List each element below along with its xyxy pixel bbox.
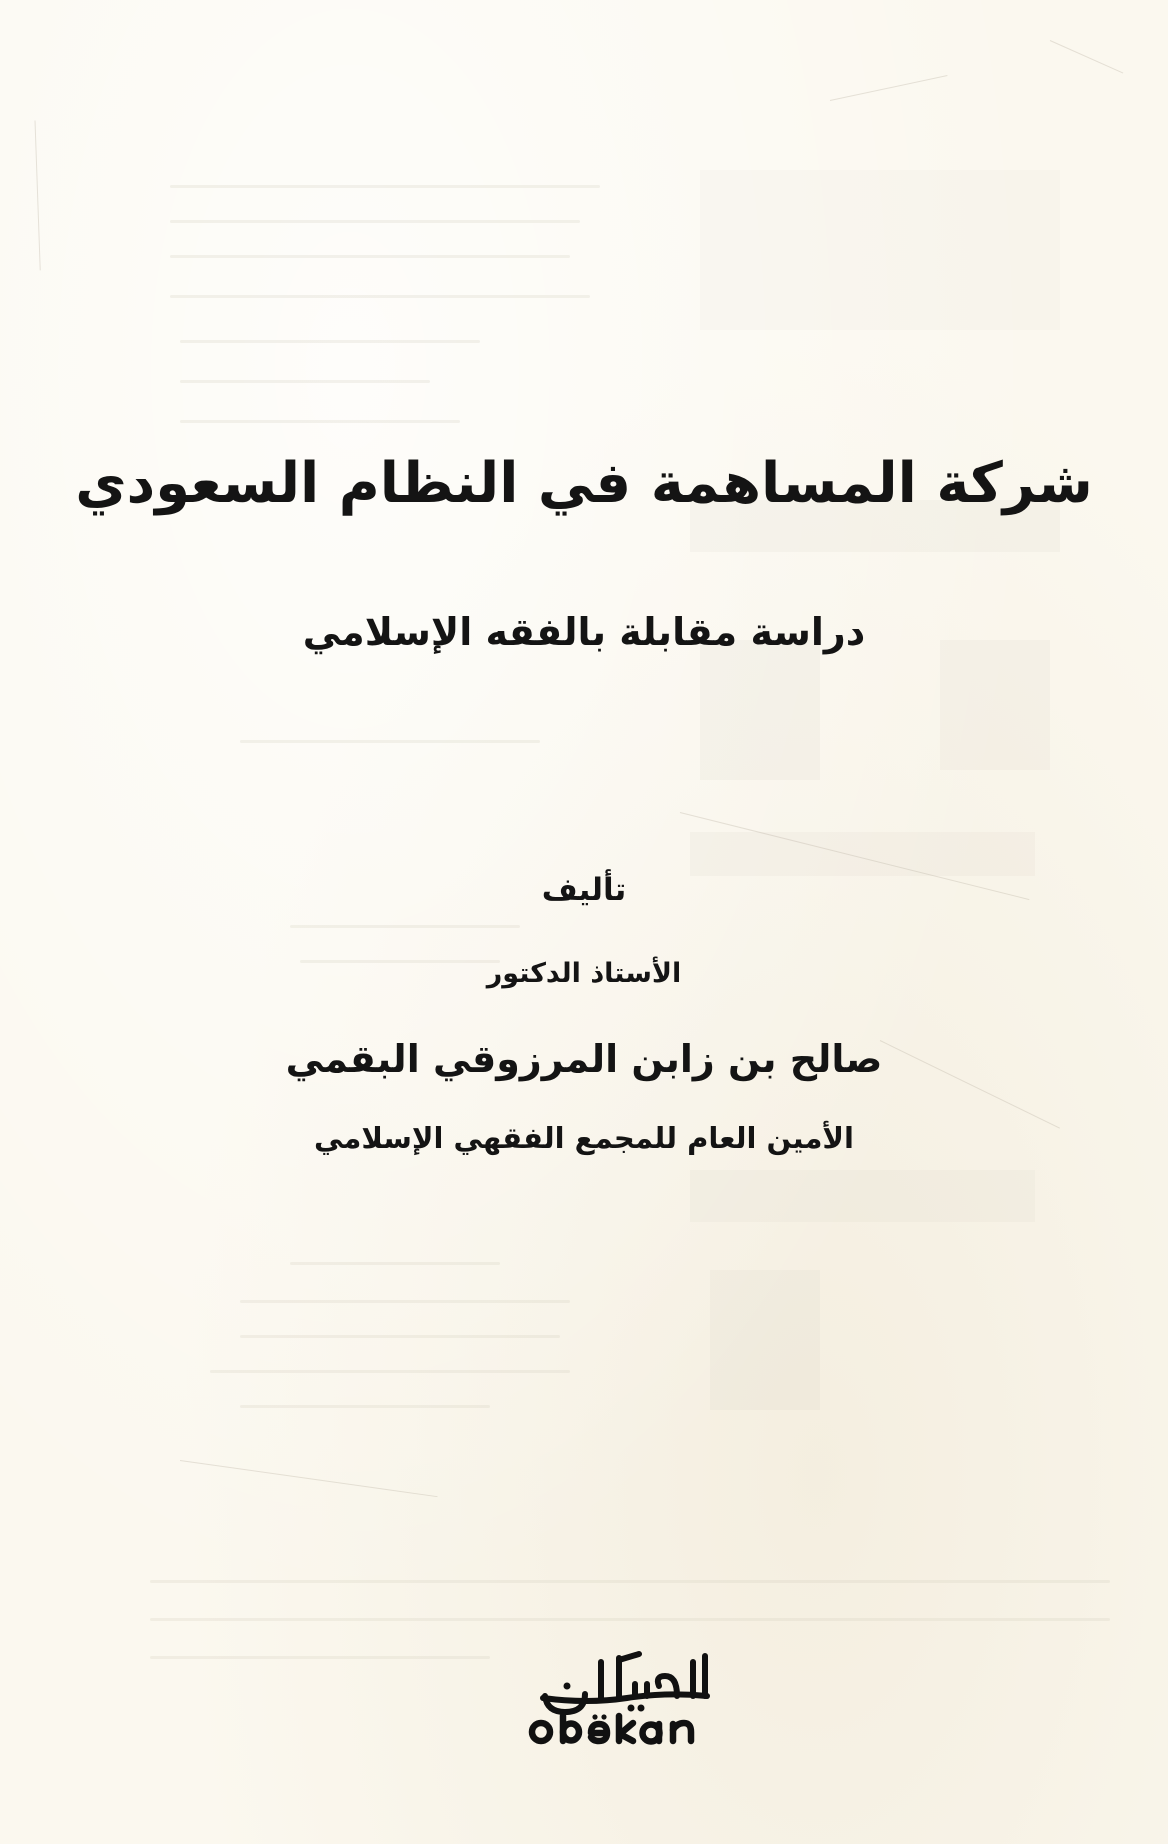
book-title: شركة المساهمة في النظام السعودي [75, 451, 1093, 516]
show-through-line [170, 255, 570, 258]
paper-scratch [180, 1460, 438, 1497]
show-through-block [700, 640, 820, 780]
paper-scratch [1050, 40, 1123, 73]
obeikan-logo-icon [527, 1646, 723, 1746]
author-academic-title: الأستاذ الدكتور [486, 958, 682, 989]
show-through-line [170, 220, 580, 223]
show-through-line [170, 185, 600, 188]
show-through-line [240, 740, 540, 743]
show-through-line [180, 340, 480, 343]
show-through-line [240, 1335, 560, 1338]
show-through-block [700, 170, 1060, 330]
author-name: صالح بن زابن المرزوقي البقمي [285, 1037, 883, 1081]
show-through-line [180, 420, 460, 423]
show-through-block [710, 1270, 820, 1410]
show-through-line [150, 1580, 1110, 1583]
paper-scratch [830, 75, 948, 101]
show-through-line [180, 380, 430, 383]
show-through-line [240, 1300, 570, 1303]
author-position: الأمين العام للمجمع الفقهي الإسلامي [314, 1121, 854, 1155]
paper-scratch [35, 120, 41, 270]
show-through-block [940, 640, 1050, 770]
show-through-line [170, 295, 590, 298]
book-subtitle: دراسة مقابلة بالفقه الإسلامي [302, 610, 866, 654]
show-through-line [290, 925, 520, 928]
show-through-block [690, 1170, 1035, 1222]
show-through-line [210, 1370, 570, 1373]
show-through-line [150, 1618, 1110, 1621]
show-through-line [240, 1405, 490, 1408]
show-through-line [290, 1262, 500, 1265]
show-through-line [150, 1656, 490, 1659]
author-label: تأليف [541, 872, 627, 908]
